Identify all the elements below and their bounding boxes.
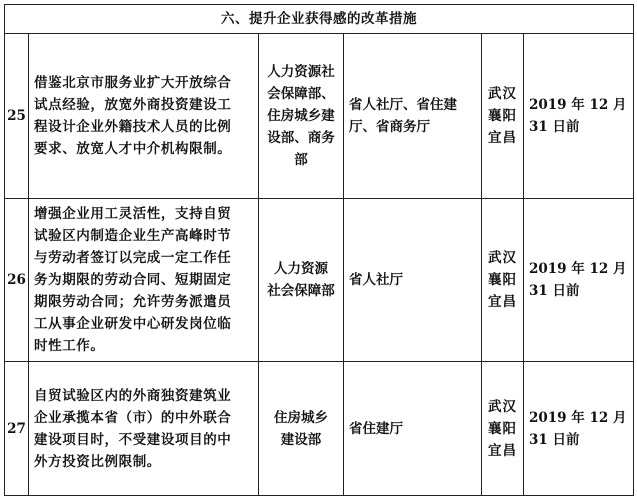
coop-line: 省住建厅	[349, 420, 403, 437]
provincial-departments	[344, 362, 482, 496]
item-number: 26	[5, 199, 29, 362]
coop-line: 省人社厅	[349, 272, 403, 288]
lead-line: 人力资源	[274, 261, 328, 277]
deadline-line: 2019 年 12 月	[529, 409, 627, 426]
deadline-line: 31 日前	[529, 119, 580, 135]
measure-line: 增强企业用工灵活性，支持自贸	[34, 206, 232, 222]
table-row	[5, 199, 634, 362]
measure-line: 试点经验，放宽外商投资建设工	[34, 97, 232, 113]
section-title: 六、提升企业获得感的改革措施	[5, 5, 634, 34]
measure-text	[29, 199, 259, 362]
measure-line: 试验区内制造企业生产高峰时节	[34, 228, 232, 244]
provincial-departments	[344, 34, 482, 199]
measure-line: 外方投资比例限制。	[34, 453, 161, 470]
lead-line: 社会保障部	[267, 283, 335, 299]
city-line: 襄阳	[488, 420, 517, 437]
pilot-areas	[482, 199, 524, 362]
measure-line: 与劳动者签订以完成一定工作任	[34, 250, 232, 266]
item-number: 25	[5, 34, 29, 199]
lead-line: 住房城乡建	[267, 108, 335, 124]
deadline-line: 2019 年 12 月	[529, 97, 627, 113]
city-line: 宜昌	[488, 294, 517, 310]
measure-line: 时性工作。	[34, 338, 105, 354]
measure-text	[29, 362, 259, 496]
lead-line: 会保障部、	[267, 86, 335, 102]
lead-line: 建设部	[280, 431, 322, 448]
measure-text	[29, 34, 259, 199]
measure-line: 企业承揽本省（市）的中外联合	[34, 409, 232, 426]
deadline-line: 31 日前	[529, 431, 580, 448]
deadline-line: 2019 年 12 月	[529, 261, 627, 277]
table-row	[5, 362, 634, 496]
pilot-areas	[482, 362, 524, 496]
measure-line: 要求、放宽人才中介机构限制。	[34, 141, 232, 157]
measure-line: 期限劳动合同；允许劳务派遣员	[34, 294, 232, 310]
lead-department	[259, 199, 344, 362]
measure-line: 自贸试验区内的外商独资建筑业	[34, 387, 232, 404]
city-line: 宜昌	[488, 130, 517, 146]
table-row	[5, 34, 634, 199]
lead-line: 人力资源社	[267, 64, 335, 80]
city-line: 武汉	[488, 398, 517, 415]
deadline	[524, 199, 634, 362]
provincial-departments	[344, 199, 482, 362]
city-line: 襄阳	[488, 272, 517, 288]
city-line: 宜昌	[488, 442, 517, 459]
city-line: 武汉	[488, 250, 517, 266]
lead-line: 住房城乡	[274, 409, 328, 426]
lead-department	[259, 34, 344, 199]
section-header-row	[5, 5, 634, 34]
reform-measures-table	[4, 4, 634, 496]
lead-department	[259, 362, 344, 496]
lead-line: 设部、商务部	[267, 130, 335, 168]
deadline	[524, 34, 634, 199]
deadline-line: 31 日前	[529, 283, 580, 299]
city-line: 武汉	[488, 86, 517, 102]
measure-line: 建设项目时，不受建设项目的中	[34, 431, 232, 448]
item-number: 27	[5, 362, 29, 496]
measure-line: 务为期限的劳动合同、短期固定	[34, 272, 232, 288]
measure-line: 程设计企业外籍技术人员的比例	[34, 119, 232, 135]
coop-line: 厅、省商务厅	[349, 119, 430, 135]
measure-line: 借鉴北京市服务业扩大开放综合	[34, 75, 232, 91]
pilot-areas	[482, 34, 524, 199]
coop-line: 省人社厅、省住建	[349, 97, 457, 113]
deadline	[524, 362, 634, 496]
measure-line: 工从事企业研发中心研发岗位临	[34, 316, 232, 332]
city-line: 襄阳	[488, 108, 517, 124]
